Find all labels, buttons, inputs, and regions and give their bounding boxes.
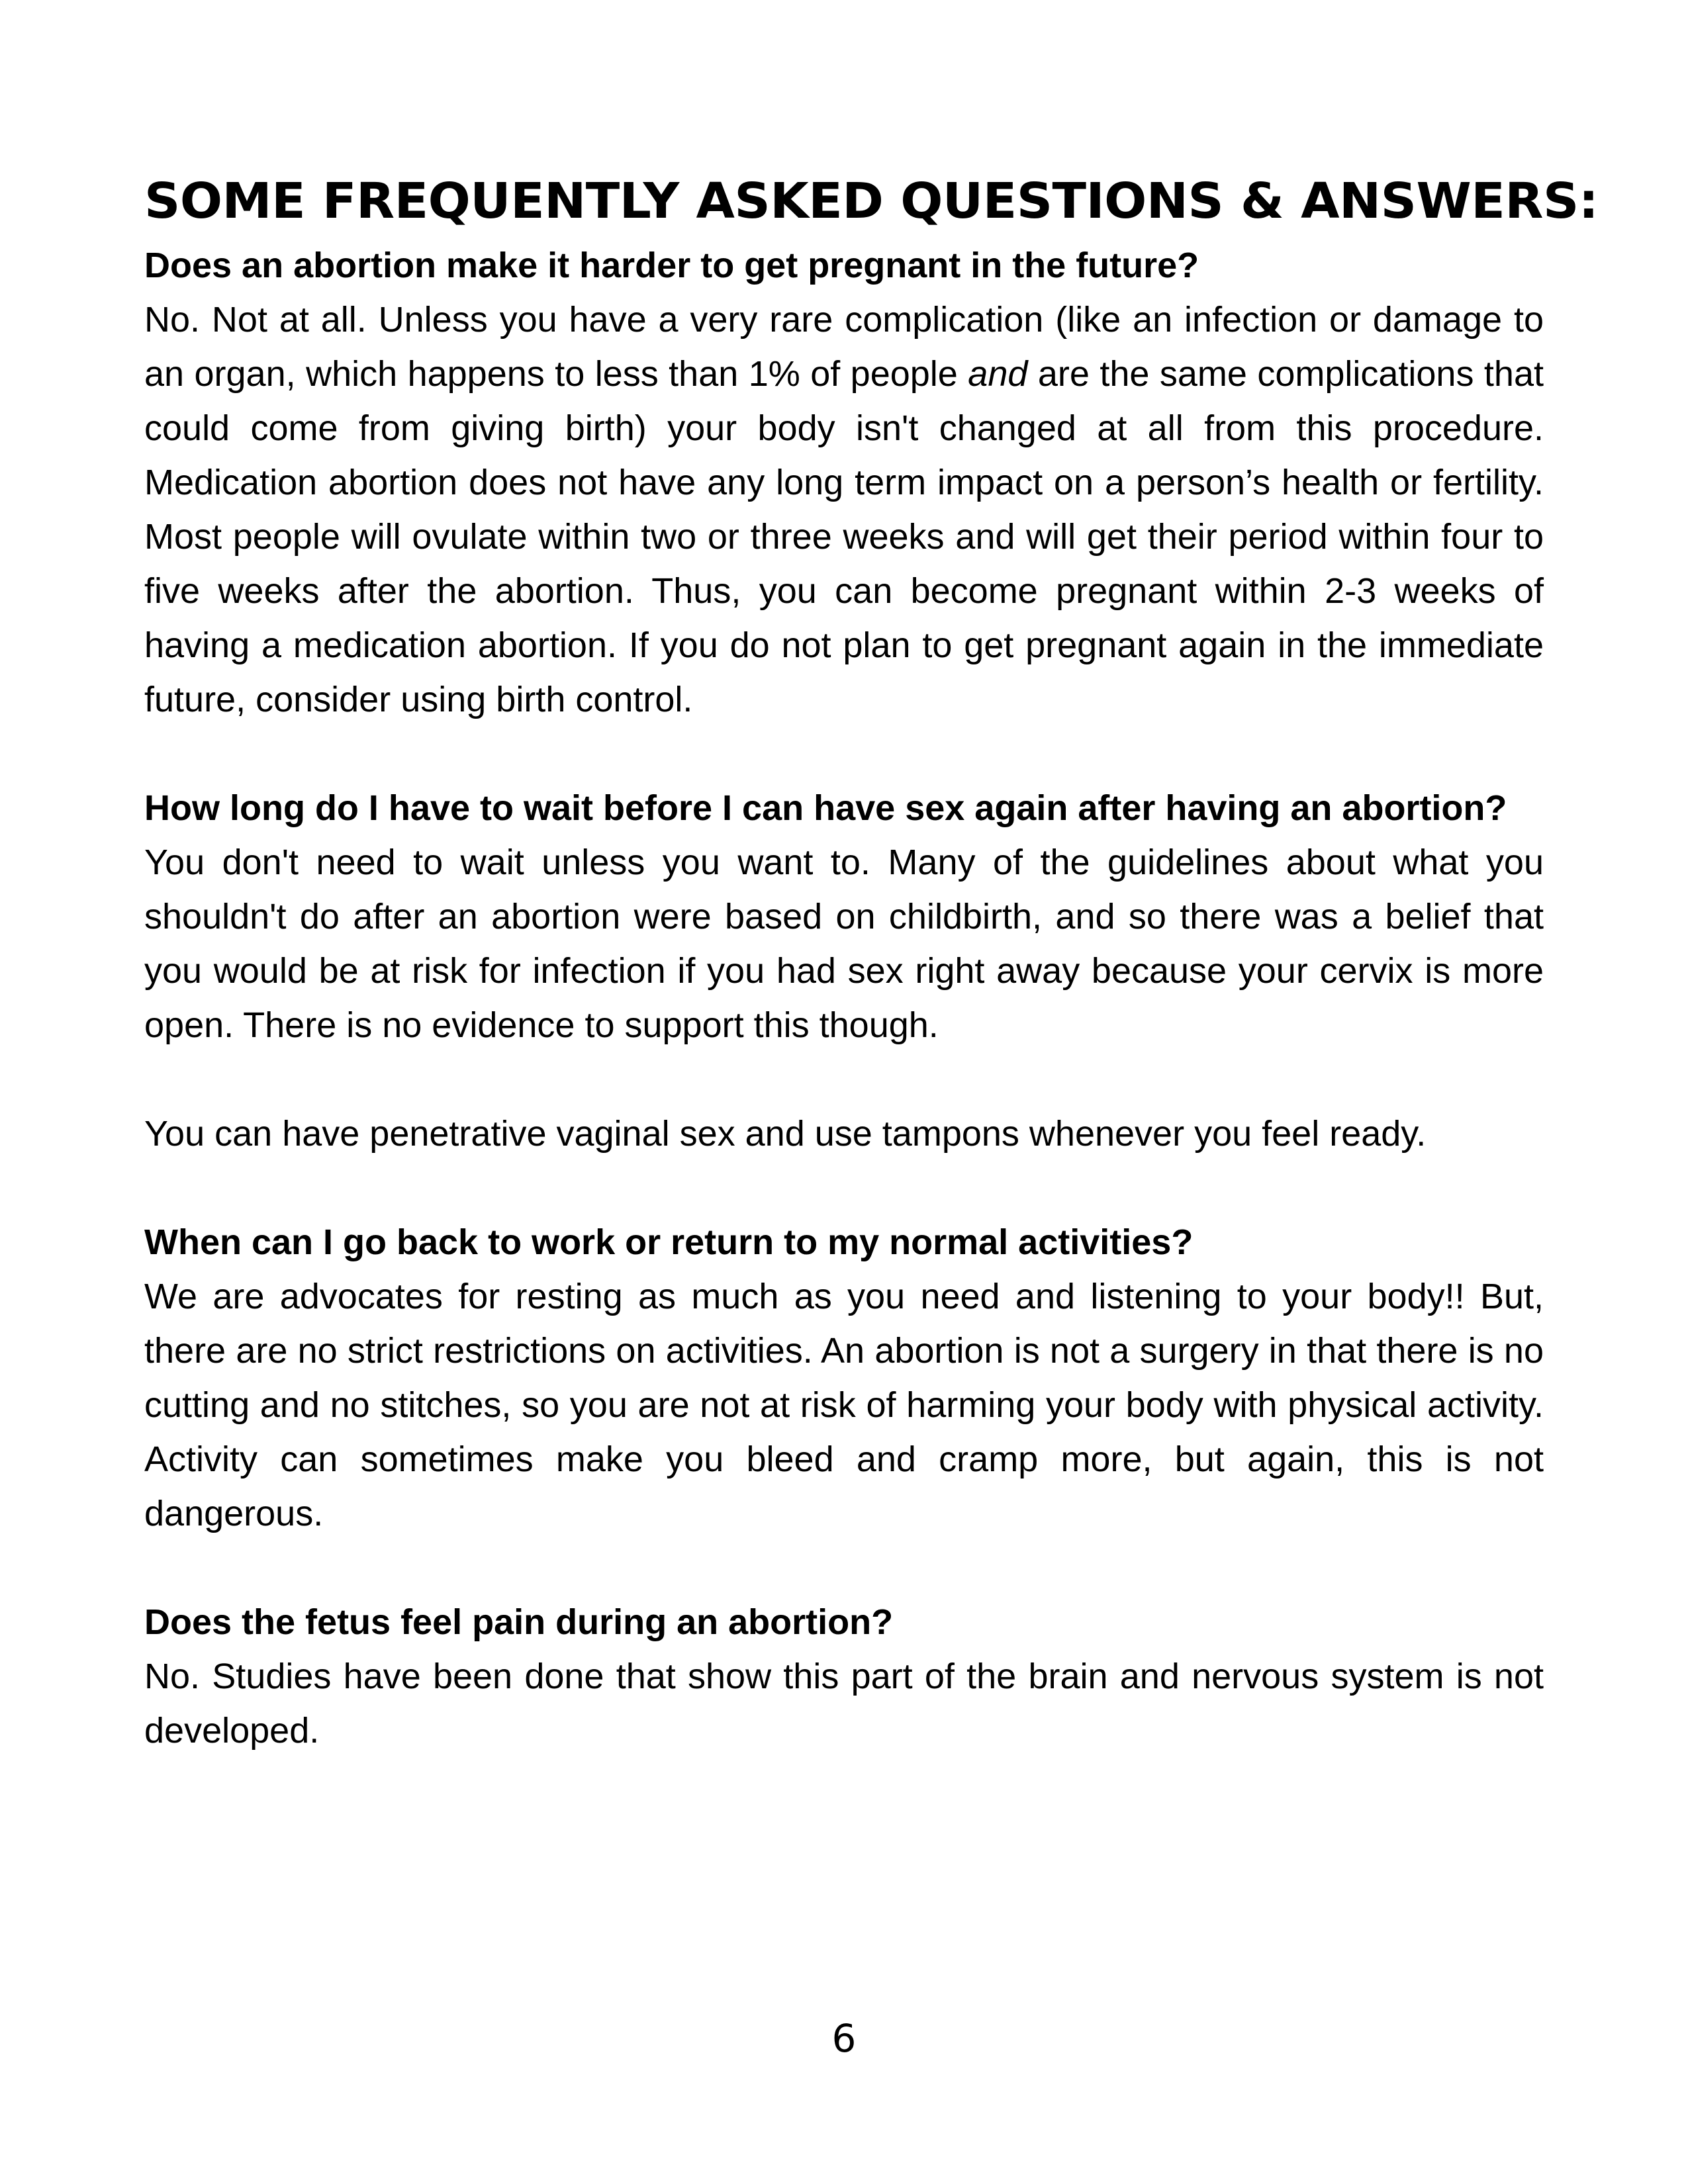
spacer [144,1541,1544,1595]
spacer [144,1161,1544,1215]
faq-question: How long do I have to wait before I can have sex again after having an abortion? [144,788,1507,828]
faq-item-sex-after-abortion [144,781,1544,1161]
faq-answer: No. Studies have been done that show this part of the brain and nervous system is not developed. [144,1657,1544,1751]
faq-answer: We are advocates for resting as much as you need and listening to your body!! But, there are no strict restrictions on activities. An abortion is not a surgery in that there is no cutting and no stitches, so you are not at risk of harming your body with physical activity. Activity can sometimes make you bleed and cramp more, but again, this is not dangerous. [144,1277,1544,1533]
page-title: SOME FREQUENTLY ASKED QUESTIONS & ANSWERS: [144,173,1599,230]
faq-question: Does an abortion make it harder to get pregnant in the future? [144,246,1199,285]
faq-question: Does the fetus feel pain during an abortion? [144,1602,894,1642]
answer-text-part: are the same complications that could come from giving birth) your body isn't changed at all from this procedure. Medication abortion does not have any long term impact on a person’s health or fertility. Most people will ovulate within two or three weeks and will get their period within four to five weeks after the abortion. Thus, you can become pregnant within 2-3 weeks of having a medication abortion. If you do not plan to get pregnant again in the immediate future, consider using birth control. [144,354,1544,719]
answer-text-part: No. Not at all. Unless you have a very rare complication (like an infection or damage to an organ, which happens to less than 1% of people [144,300,1544,394]
faq-item-return-to-activities [144,1215,1544,1541]
page-number: 6 [831,2016,857,2061]
faq-answer: You don't need to wait unless you want to. Many of the guidelines about what you shouldn't do after an abortion were based on childbirth, and so there was a belief that you would be at risk for infection if you had sex right away because your cervix is more open. There is no evidence to support this though. [144,842,1544,1045]
faq-question: When can I go back to work or return to my normal activities? [144,1222,1194,1262]
faq-answer-extra: You can have penetrative vaginal sex and use tampons whenever you feel ready. [144,1114,1427,1154]
faq-item-fetal-pain [144,1595,1544,1758]
spacer [144,727,1544,781]
faq-item-future-pregnancy [144,238,1544,727]
faq-answer [144,293,1544,727]
faq-page [144,164,1599,1758]
spacer [144,1052,1544,1107]
answer-emphasis: and [968,354,1028,394]
